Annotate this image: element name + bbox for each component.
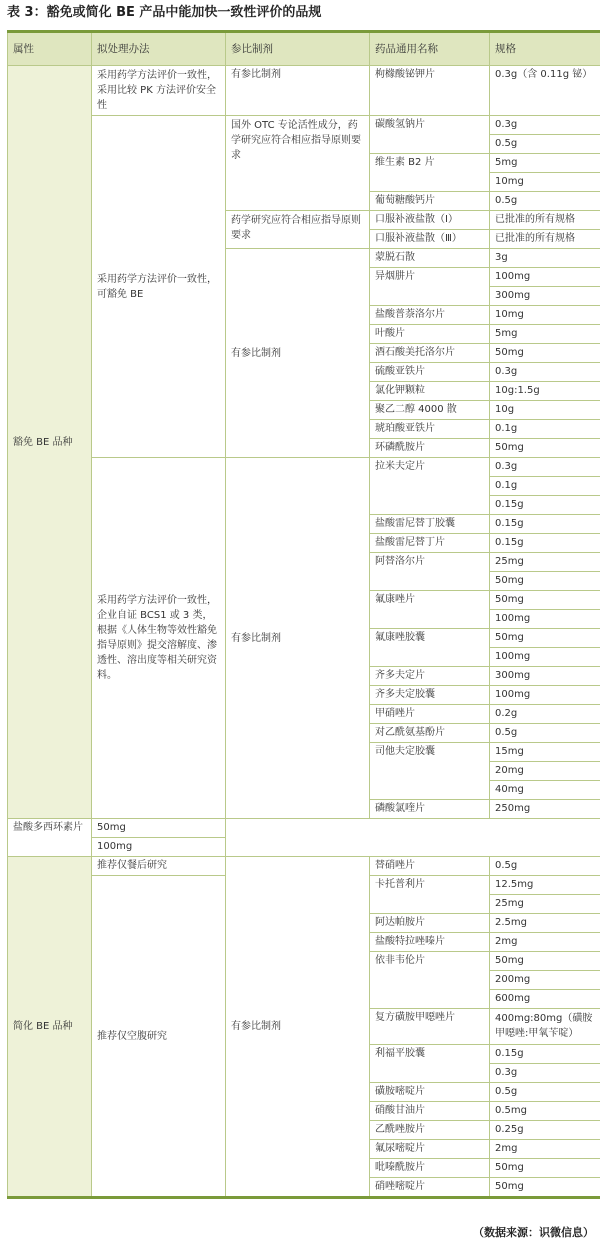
table-header-row [8, 32, 600, 66]
drug-name-cell: 口服补液盐散（Ⅲ） [370, 230, 490, 249]
spec-cell: 0.15g [490, 496, 600, 515]
spec-cell: 50mg [490, 591, 600, 610]
spec-cell: 10g:1.5g [490, 382, 600, 401]
reference-cell: 国外 OTC 专论活性成分，药学研究应符合相应指导原则要求 [226, 116, 370, 211]
drug-name-cell: 替硝唑片 [370, 857, 490, 876]
drug-name-cell: 盐酸雷尼替丁片 [370, 534, 490, 553]
spec-cell: 0.3g（含 0.11g 铋） [490, 66, 600, 116]
spec-cell: 25mg [490, 553, 600, 572]
header-attribute: 属性 [8, 32, 92, 66]
drug-name-cell: 磺胺嘧啶片 [370, 1083, 490, 1102]
spec-cell: 5mg [490, 325, 600, 344]
drug-name-cell: 环磷酰胺片 [370, 439, 490, 458]
table-row [8, 458, 600, 477]
spec-cell: 10mg [490, 306, 600, 325]
drug-name-cell: 叶酸片 [370, 325, 490, 344]
drug-name-cell: 齐多夫定片 [370, 667, 490, 686]
spec-cell: 50mg [490, 629, 600, 648]
drug-name-cell: 乙酰唑胺片 [370, 1121, 490, 1140]
drug-name-cell: 维生素 B2 片 [370, 154, 490, 192]
drug-name-cell: 盐酸特拉唑嗪片 [370, 933, 490, 952]
spec-cell: 2mg [490, 933, 600, 952]
drug-name-cell: 盐酸雷尼替丁胶囊 [370, 515, 490, 534]
drug-name-cell: 聚乙二醇 4000 散 [370, 401, 490, 420]
reference-cell: 有参比制剂 [226, 458, 370, 819]
spec-cell: 0.15g [490, 515, 600, 534]
spec-cell: 400mg:80mg（磺胺甲噁唑:甲氧苄啶） [490, 1009, 600, 1045]
spec-cell: 15mg [490, 743, 600, 762]
spec-cell: 10g [490, 401, 600, 420]
spec-cell: 100mg [92, 838, 226, 857]
drug-name-cell: 齐多夫定胶囊 [370, 686, 490, 705]
drug-name-cell: 阿替洛尔片 [370, 553, 490, 591]
spec-cell: 0.1g [490, 477, 600, 496]
category-exempt: 豁免 BE 品种 [8, 66, 92, 819]
drug-name-cell: 卡托普利片 [370, 876, 490, 914]
spec-cell: 0.15g [490, 1045, 600, 1064]
table-title: 表 3：豁免或简化 BE 产品中能加快一致性评价的品规 [7, 5, 322, 20]
drug-name-cell: 葡萄糖酸钙片 [370, 192, 490, 211]
spec-cell: 25mg [490, 895, 600, 914]
spec-cell: 50mg [490, 439, 600, 458]
drug-name-cell: 口服补液盐散（Ⅰ） [370, 211, 490, 230]
method-cell: 推荐仅空腹研究 [92, 876, 226, 1198]
spec-cell: 3g [490, 249, 600, 268]
drug-name-cell: 拉米夫定片 [370, 458, 490, 515]
spec-cell: 300mg [490, 287, 600, 306]
spec-cell: 100mg [490, 268, 600, 287]
spec-cell: 100mg [490, 610, 600, 629]
spec-cell: 0.2g [490, 705, 600, 724]
drug-name-cell: 硝酸甘油片 [370, 1102, 490, 1121]
drug-name-cell: 碳酸氢钠片 [370, 116, 490, 154]
spec-cell: 200mg [490, 971, 600, 990]
spec-cell: 50mg [490, 572, 600, 591]
spec-cell: 40mg [490, 781, 600, 800]
spec-cell: 0.5g [490, 1083, 600, 1102]
spec-cell: 0.5g [490, 724, 600, 743]
drug-name-cell: 利福平胶囊 [370, 1045, 490, 1083]
drug-name-cell: 氟康唑胶囊 [370, 629, 490, 667]
drug-name-cell: 氟康唑片 [370, 591, 490, 629]
table-row [8, 819, 600, 838]
drug-name-cell: 复方磺胺甲噁唑片 [370, 1009, 490, 1045]
header-reference: 参比制剂 [226, 32, 370, 66]
spec-cell: 300mg [490, 667, 600, 686]
spec-cell: 已批准的所有规格 [490, 211, 600, 230]
drug-name-cell: 盐酸多西环素片 [8, 819, 92, 857]
header-spec: 规格 [490, 32, 600, 66]
spec-cell: 12.5mg [490, 876, 600, 895]
category-simplified: 简化 BE 品种 [8, 857, 92, 1198]
spec-cell: 0.5g [490, 192, 600, 211]
method-cell: 采用药学方法评价一致性，采用比较 PK 方法评价安全性 [92, 66, 226, 116]
reference-cell: 有参比制剂 [226, 66, 370, 116]
drug-name-cell: 吡嗪酰胺片 [370, 1159, 490, 1178]
drug-name-cell: 蒙脱石散 [370, 249, 490, 268]
spec-cell: 2mg [490, 1140, 600, 1159]
method-cell: 采用药学方法评价一致性，企业自证 BCS1 或 3 类，根据《人体生物等效性豁免指导原则》提交溶解度、渗透性、溶出度等相关研究资料。 [92, 458, 226, 819]
spec-cell: 0.15g [490, 534, 600, 553]
method-cell: 采用药学方法评价一致性，可豁免 BE [92, 116, 226, 458]
reference-cell: 药学研究应符合相应指导原则要求 [226, 211, 370, 249]
table-row [8, 857, 600, 876]
drug-name-cell: 磷酸氯喹片 [370, 800, 490, 819]
drug-name-cell: 甲硝唑片 [370, 705, 490, 724]
spec-cell: 0.5mg [490, 1102, 600, 1121]
header-drug-name: 药品通用名称 [370, 32, 490, 66]
spec-cell: 600mg [490, 990, 600, 1009]
method-cell: 推荐仅餐后研究 [92, 857, 226, 876]
drug-name-cell: 异烟肼片 [370, 268, 490, 306]
spec-cell: 0.5g [490, 857, 600, 876]
drug-name-cell: 氯化钾颗粒 [370, 382, 490, 401]
spec-cell: 100mg [490, 648, 600, 667]
drug-name-cell: 司他夫定胶囊 [370, 743, 490, 800]
spec-cell: 50mg [92, 819, 226, 838]
spec-cell: 50mg [490, 952, 600, 971]
spec-cell: 50mg [490, 344, 600, 363]
drug-name-cell: 琥珀酸亚铁片 [370, 420, 490, 439]
spec-cell: 50mg [490, 1178, 600, 1198]
reference-cell: 有参比制剂 [226, 249, 370, 458]
drug-name-cell: 阿达帕胺片 [370, 914, 490, 933]
spec-cell: 0.3g [490, 363, 600, 382]
spec-cell: 已批准的所有规格 [490, 230, 600, 249]
data-source-note: （数据来源：识微信息） [473, 1226, 594, 1239]
drug-name-cell: 硫酸亚铁片 [370, 363, 490, 382]
drug-name-cell: 对乙酰氨基酚片 [370, 724, 490, 743]
drug-name-cell: 盐酸普萘洛尔片 [370, 306, 490, 325]
spec-cell: 0.3g [490, 116, 600, 135]
spec-cell: 0.5g [490, 135, 600, 154]
spec-cell: 5mg [490, 154, 600, 173]
drug-name-cell: 枸橼酸铋钾片 [370, 66, 490, 116]
spec-cell: 10mg [490, 173, 600, 192]
spec-cell: 250mg [490, 800, 600, 819]
consistency-evaluation-table [7, 30, 600, 1199]
table-row [8, 838, 600, 857]
table-row [8, 116, 600, 135]
spec-cell: 0.1g [490, 420, 600, 439]
spec-cell: 2.5mg [490, 914, 600, 933]
drug-name-cell: 依非韦伦片 [370, 952, 490, 1009]
reference-cell: 有参比制剂 [226, 857, 370, 1198]
spec-cell: 0.25g [490, 1121, 600, 1140]
header-method: 拟处理办法 [92, 32, 226, 66]
spec-cell: 100mg [490, 686, 600, 705]
spec-cell: 0.3g [490, 1064, 600, 1083]
drug-name-cell: 氟尿嘧啶片 [370, 1140, 490, 1159]
drug-name-cell: 酒石酸美托洛尔片 [370, 344, 490, 363]
drug-name-cell: 硝唑嘧啶片 [370, 1178, 490, 1198]
spec-cell: 50mg [490, 1159, 600, 1178]
spec-cell: 20mg [490, 762, 600, 781]
spec-cell: 0.3g [490, 458, 600, 477]
